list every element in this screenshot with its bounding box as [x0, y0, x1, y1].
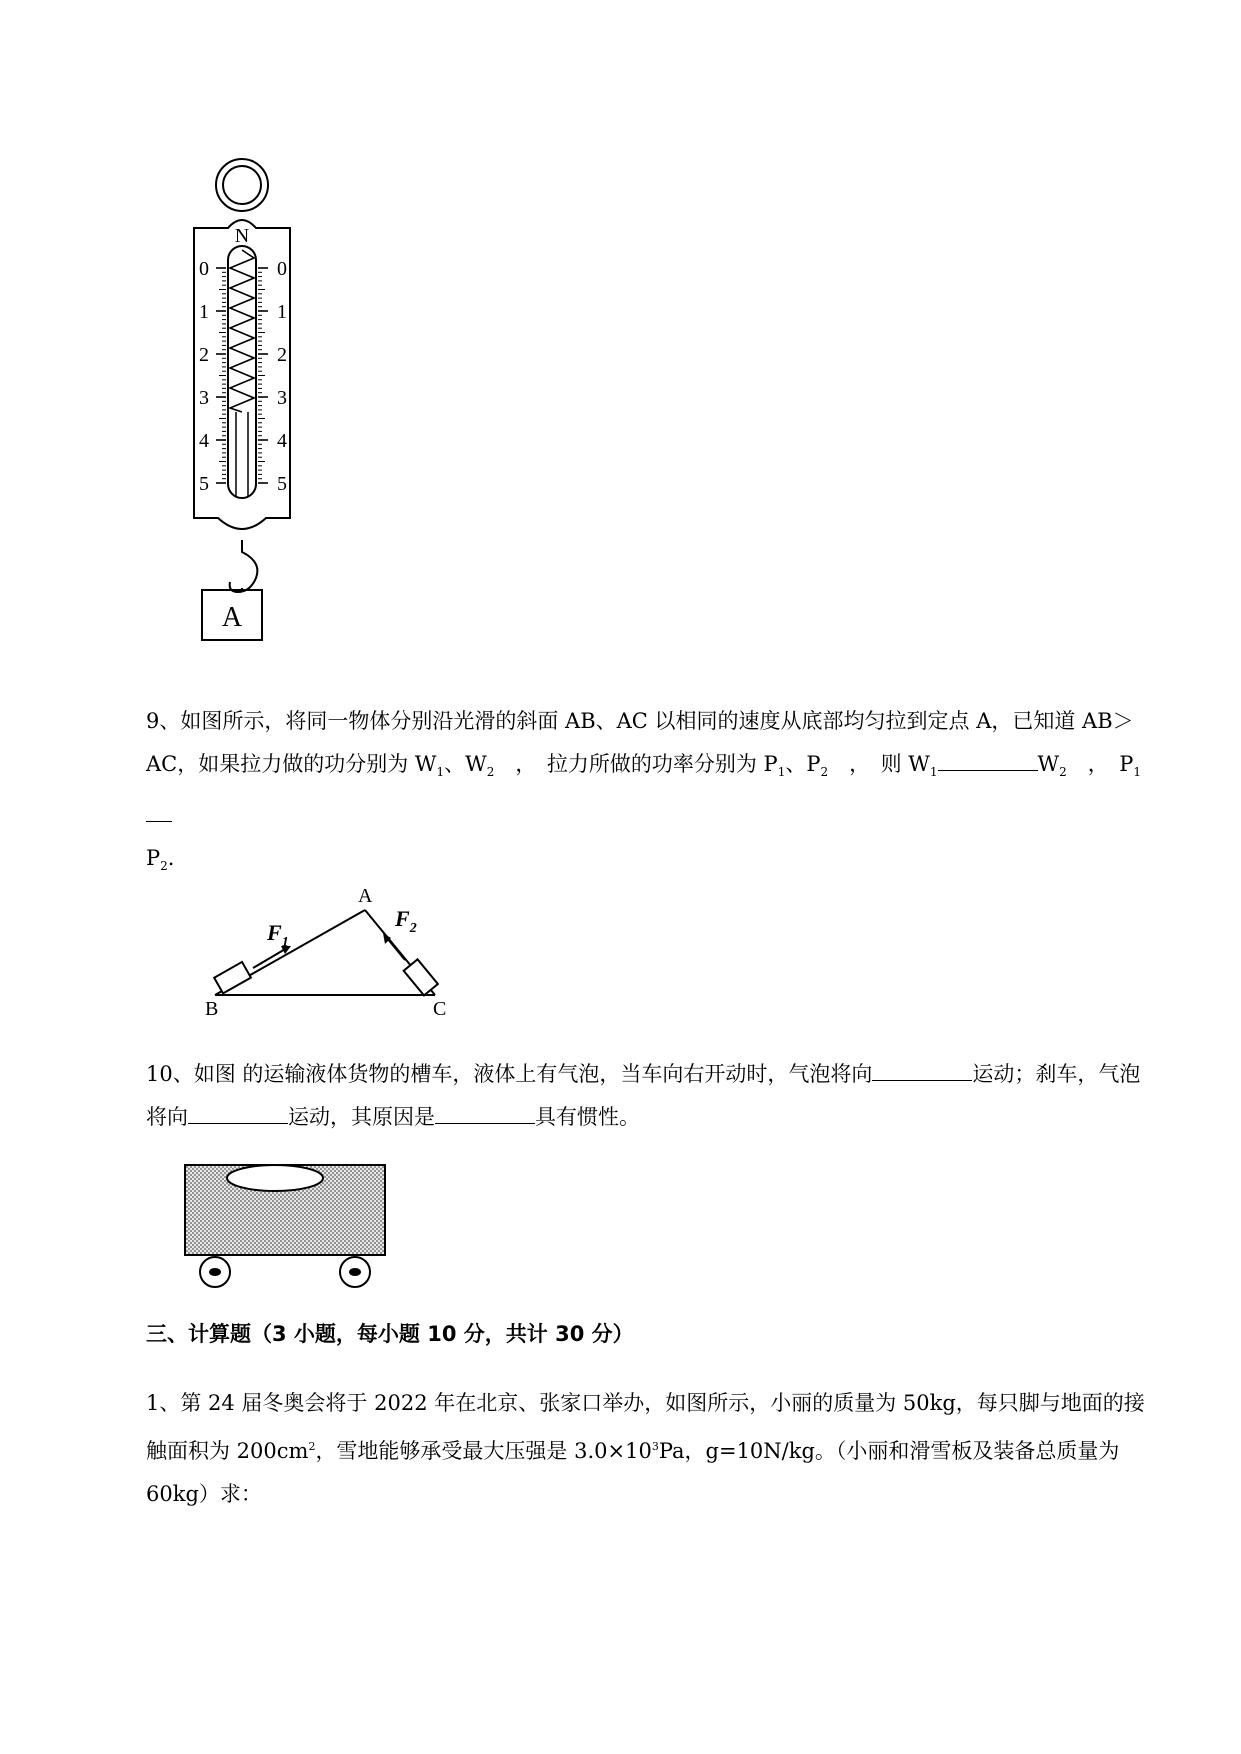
label-f1: $F_1$ [267, 920, 289, 950]
wheel-right [340, 1257, 370, 1287]
scale-ticks [216, 268, 268, 483]
air-bubble [227, 1165, 323, 1191]
scale-label: 3 [277, 387, 287, 409]
question-10: 10、如图 的运输液体货物的槽车，液体上有气泡，当车向右开动时，气泡将向 运动；刹车，气泡将向 运动，其原因是 具有惯性。 [146, 1053, 1156, 1139]
section-heading: 三、计算题（3 小题，每小题 10 分，共计 30 分） [146, 1322, 634, 1346]
label-b: B [205, 998, 219, 1020]
scale-label: 4 [199, 430, 209, 452]
answer-blank[interactable] [146, 799, 172, 822]
label-c: C [433, 998, 447, 1020]
scale-label: 2 [199, 344, 209, 366]
scale-label: 5 [277, 473, 287, 495]
scale-label: 4 [277, 430, 287, 452]
spring-scale-figure [180, 150, 310, 660]
unit-label: N [234, 225, 250, 247]
spring [230, 250, 254, 412]
tank-car-figure [180, 1160, 390, 1290]
scale-label: 5 [199, 473, 209, 495]
wheel-left [200, 1257, 230, 1287]
question-9: 9、如图所示，将同一物体分别沿光滑的斜面 AB、AC 以相同的速度从底部均匀拉到定点 A，已知道 AB＞AC，如果拉力做的功分别为 $W_1$、$W_2$ ， 拉力所做的功率分别为 $P_1$、$P_2$ ， 则 $W_1$ $W_2$ ， $P_1$ $P_2$. [146, 709, 1142, 874]
block-on-ab [214, 962, 251, 993]
answer-blank[interactable] [188, 1101, 288, 1124]
block-a-label: A [221, 602, 243, 633]
hook [230, 540, 258, 592]
scale-label: 0 [277, 258, 287, 280]
scale-label: 0 [199, 258, 209, 280]
answer-blank[interactable] [435, 1101, 535, 1124]
calc-question-1: 1、第 24 届冬奥会将于 2022 年在北京、张家口举办，如图所示，小丽的质量为 50kg，每只脚与地面的接触面积为 $200cm^2$，雪地能够承受最大压强是 $3.0\times 10^3Pa$，g=10N/kg。（小丽和滑雪板及装备总质量为 60kg）求： [146, 1391, 1145, 1506]
scale-label: 1 [199, 301, 209, 323]
force-arrow-f2 [387, 938, 405, 960]
scale-label: 1 [277, 301, 287, 323]
incline-figure [205, 880, 465, 1020]
scale-label: 3 [199, 387, 209, 409]
label-f2: $F_2$ [395, 906, 417, 936]
answer-blank[interactable] [872, 1058, 972, 1081]
label-a: A [358, 885, 373, 907]
scale-label: 2 [277, 344, 287, 366]
answer-blank[interactable] [938, 748, 1038, 771]
